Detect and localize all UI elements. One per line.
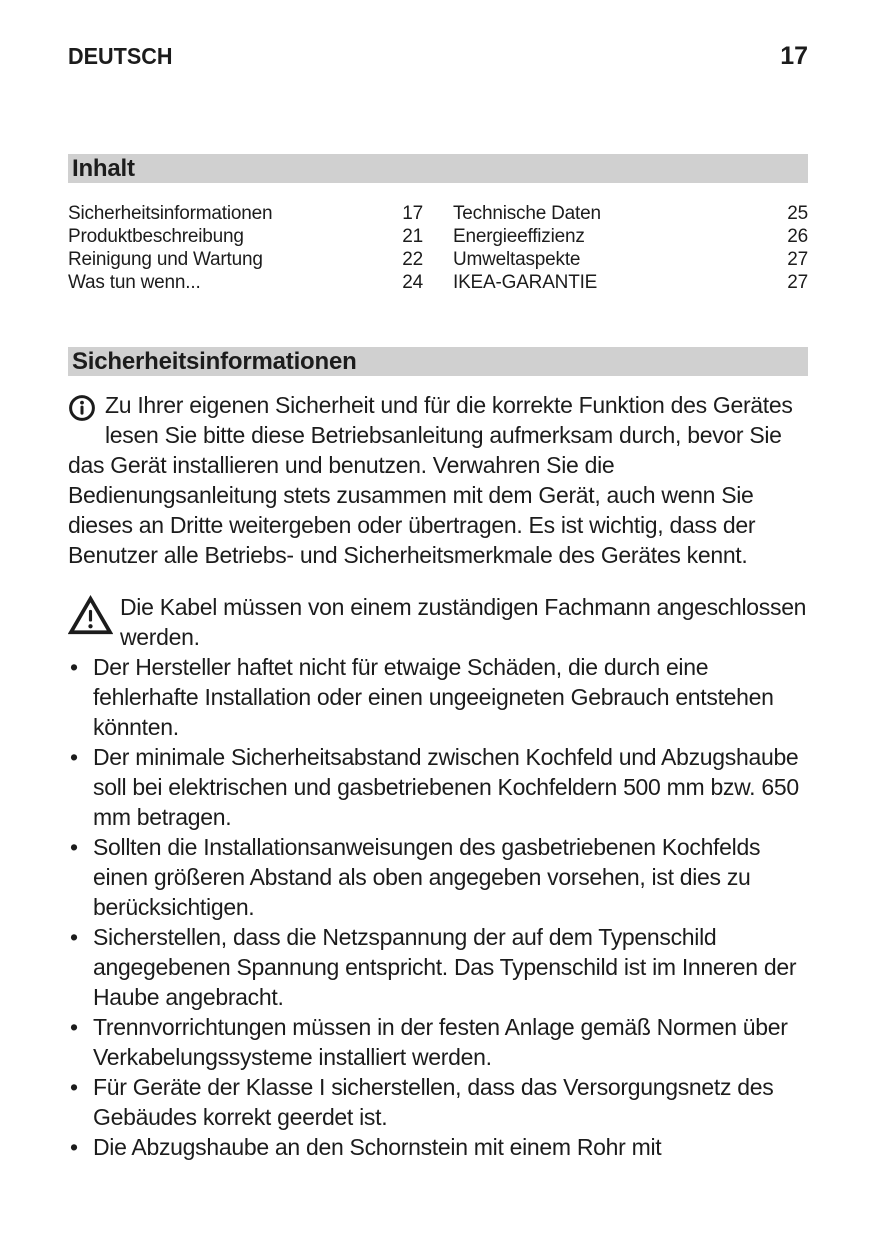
toc-entry-label: Sicherheitsinformationen	[68, 203, 273, 224]
safety-section-header	[68, 347, 808, 376]
toc-entry	[453, 248, 808, 271]
warning-triangle-icon	[68, 592, 120, 650]
toc-entry	[68, 202, 423, 225]
toc-right-column	[453, 202, 808, 294]
page-header	[68, 42, 808, 72]
list-item: • Sicherstellen, dass die Netzspannung der auf dem Typenschild angegebenen Spannung entspricht. Das Typenschild ist im Inneren der Haube angebracht.	[68, 922, 808, 1012]
toc-entry-page: 27	[787, 249, 808, 270]
toc-section-title: Inhalt	[72, 155, 135, 182]
toc-entry	[453, 225, 808, 248]
toc-entry-label: Umweltaspekte	[453, 249, 581, 270]
toc-section-header	[68, 154, 808, 183]
toc-entry	[68, 271, 423, 294]
list-item: • Der Hersteller haftet nicht für etwaige Schäden, die durch eine fehlerhafte Installation oder einen ungeeigneten Gebrauch entstehen könnten.	[68, 652, 808, 742]
warning-paragraph-text: Die Kabel müssen von einem zuständigen Fachmann angeschlossen werden.	[120, 594, 807, 650]
toc-entry	[68, 248, 423, 271]
info-circle-icon	[68, 390, 105, 448]
toc-entry-label: Produktbeschreibung	[68, 226, 244, 247]
list-item: • Sollten die Installationsanweisungen des gasbetriebenen Kochfelds einen größeren Abstand als oben angegeben vorsehen, ist dies zu berücksichtigen.	[68, 832, 808, 922]
list-item: • Der minimale Sicherheitsabstand zwischen Kochfeld und Abzugshaube soll bei elektrischen und gasbetriebenen Kochfeldern 500 mm bzw. 650 mm betragen.	[68, 742, 808, 832]
toc-entry-label: Energieeffizienz	[453, 226, 585, 247]
table-of-contents	[68, 202, 808, 294]
toc-entry	[68, 225, 423, 248]
toc-entry-label: Reinigung und Wartung	[68, 249, 263, 270]
toc-entry-page: 27	[787, 272, 808, 293]
info-paragraph-text: Zu Ihrer eigenen Sicherheit und für die korrekte Funktion des Gerätes lesen Sie bitte diese Betriebsanleitung aufmerksam durch, bevor Sie das Gerät installieren und benutzen. Verwahren Sie die Bedienungsanleitung stets zusammen mit dem Gerät, auch wenn Sie dieses an Dritte weitergeben oder übertragen. Es ist wichtig, dass der Benutzer alle Betriebs- und Sicherheitsmerkmale des Gerätes kennt.	[68, 392, 793, 568]
page-number: 17	[780, 42, 808, 70]
toc-left-column	[68, 202, 423, 294]
list-item: • Für Geräte der Klasse I sicherstellen, dass das Versorgungsnetz des Gebäudes korrekt geerdet ist.	[68, 1072, 808, 1132]
toc-entry-label: Was tun wenn...	[68, 272, 201, 293]
toc-entry	[453, 202, 808, 225]
toc-entry-page: 26	[787, 226, 808, 247]
toc-entry-page: 24	[402, 272, 423, 293]
safety-bullet-list	[68, 652, 808, 1162]
toc-entry-page: 17	[402, 203, 423, 224]
info-paragraph	[68, 390, 808, 570]
toc-entry-page: 22	[402, 249, 423, 270]
language-label: DEUTSCH	[68, 43, 173, 69]
toc-entry	[453, 271, 808, 294]
toc-entry-label: Technische Daten	[453, 203, 601, 224]
toc-entry-page: 21	[402, 226, 423, 247]
list-item: • Trennvorrichtungen müssen in der festen Anlage gemäß Normen über Verkabelungssysteme installiert werden.	[68, 1012, 808, 1072]
safety-section-title: Sicherheitsinformationen	[72, 348, 357, 375]
toc-entry-page: 25	[787, 203, 808, 224]
toc-entry-label: IKEA-GARANTIE	[453, 272, 598, 293]
list-item: • Die Abzugshaube an den Schornstein mit einem Rohr mit	[68, 1132, 808, 1162]
warning-paragraph	[68, 592, 808, 652]
